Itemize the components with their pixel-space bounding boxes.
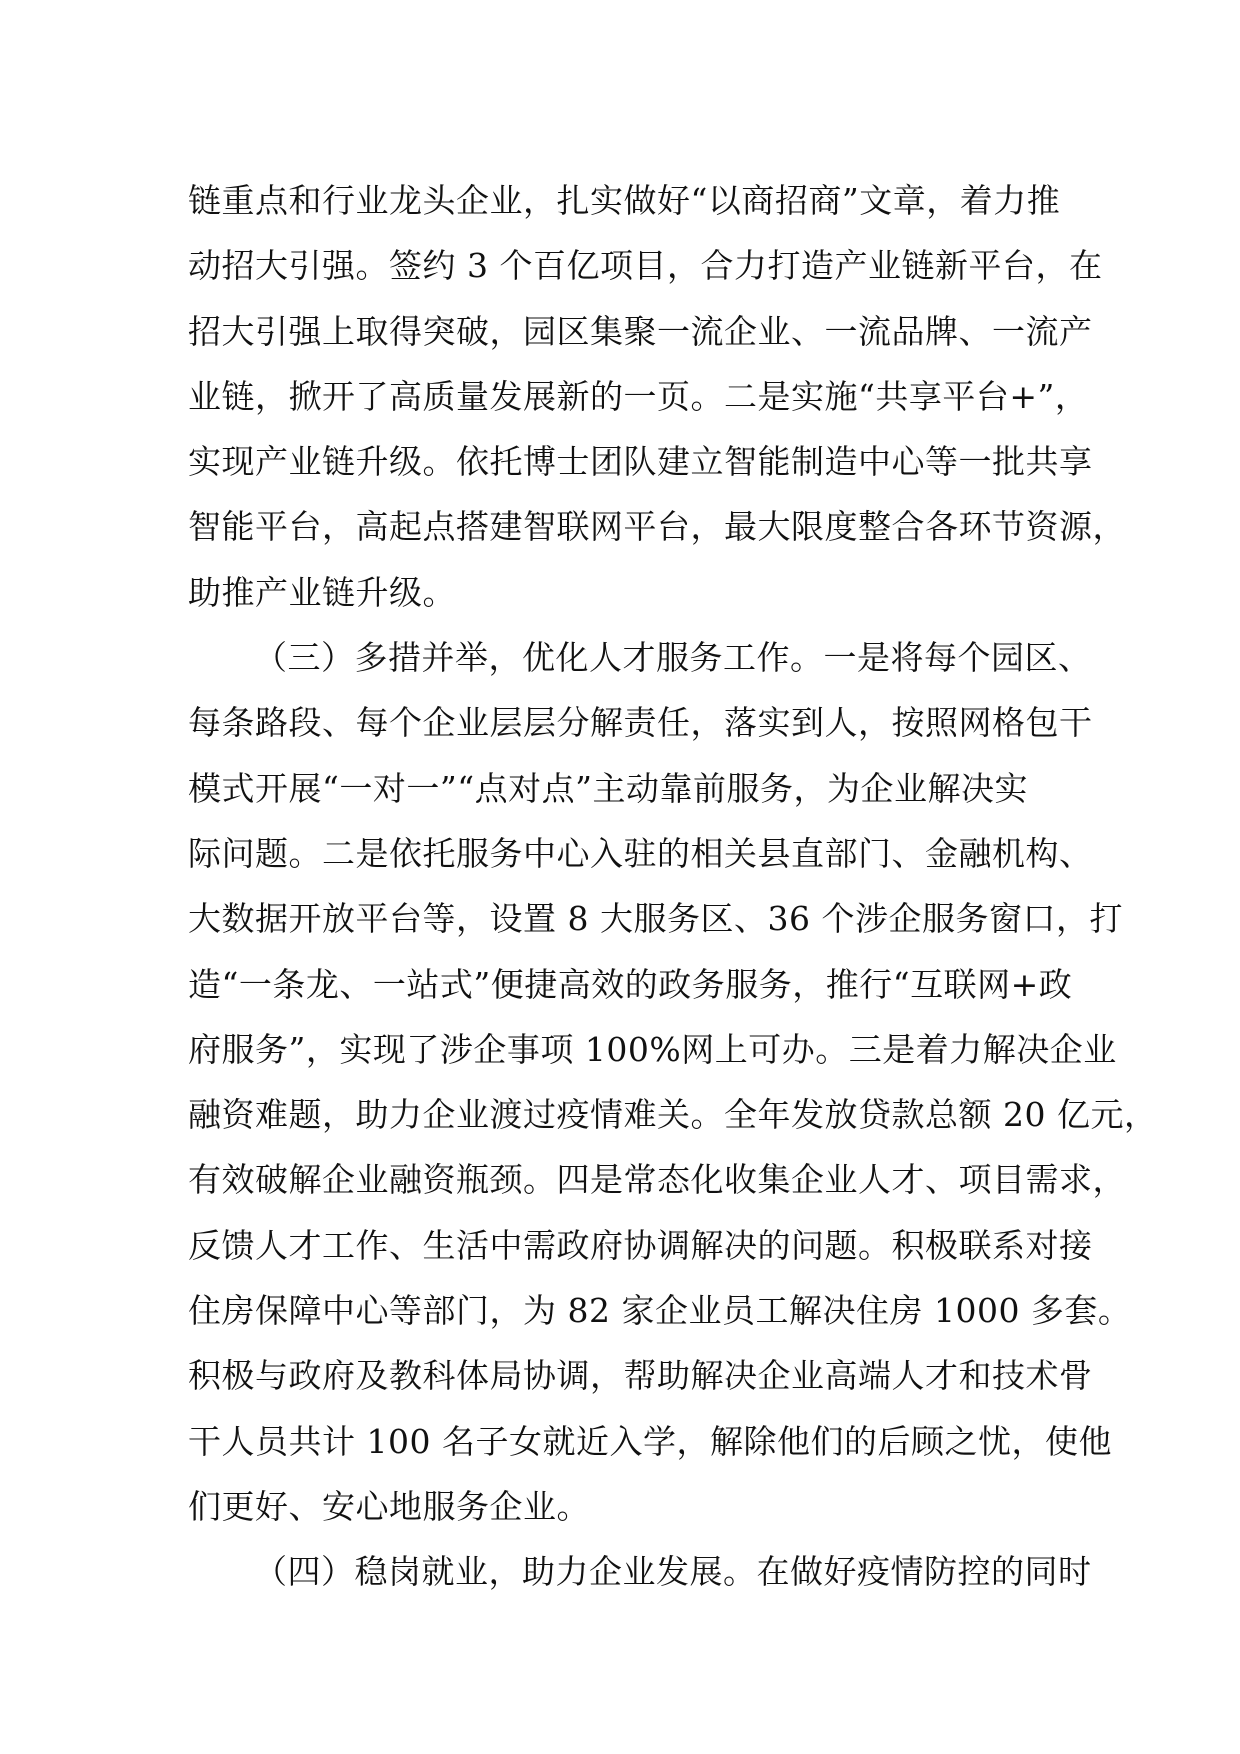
section-heading-line: （三）多措并举，优化人才服务工作。一是将每个园区、 (254, 638, 1092, 678)
text-line: 府服务”，实现了涉企事项 100%网上可办。三是着力解决企业 (188, 1029, 1117, 1069)
text-line: 智能平台，高起点搭建智联网平台，最大限度整合各环节资源， (188, 507, 1126, 547)
text-line: 助推产业链升级。 (188, 572, 456, 612)
body-text (188, 168, 1158, 1605)
text-line: 们更好、安心地服务企业。 (188, 1486, 590, 1526)
text-line: 每条路段、每个企业层层分解责任，落实到人，按照网格包干 (188, 703, 1093, 743)
text-line: 造“一条龙、一站式”便捷高效的政务服务，推行“互联网+政 (188, 964, 1073, 1004)
text-line: 积极与政府及教科体局协调，帮助解决企业高端人才和技术骨 (188, 1356, 1093, 1396)
text-line: 反馈人才工作、生活中需政府协调解决的问题。积极联系对接 (188, 1225, 1093, 1265)
text-line: 干人员共计 100 名子女就近入学，解除他们的后顾之忧，使他 (188, 1421, 1112, 1461)
text-line: 业链，掀开了高质量发展新的一页。二是实施“共享平台+”， (188, 376, 1089, 416)
text-line: 动招大引强。签约 3 个百亿项目，合力打造产业链新平台，在 (188, 246, 1103, 286)
section-heading-line: （四）稳岗就业，助力企业发展。在做好疫情防控的同时 (254, 1552, 1092, 1592)
text-line: 际问题。二是依托服务中心入驻的相关县直部门、金融机构、 (188, 833, 1093, 873)
text-line: 招大引强上取得突破，园区集聚一流企业、一流品牌、一流产 (188, 311, 1093, 351)
text-line: 实现产业链升级。依托博士团队建立智能制造中心等一批共享 (188, 442, 1093, 482)
text-line: 大数据开放平台等，设置 8 大服务区、36 个涉企服务窗口，打 (188, 899, 1123, 939)
text-line: 融资难题，助力企业渡过疫情难关。全年发放贷款总额 20 亿元， (188, 1095, 1158, 1135)
text-line: 链重点和行业龙头企业，扎实做好“以商招商”文章，着力推 (188, 181, 1061, 220)
text-line: 有效破解企业融资瓶颈。四是常态化收集企业人才、项目需求， (188, 1160, 1126, 1200)
text-line: 住房保障中心等部门，为 82 家企业员工解决住房 1000 多套。 (188, 1291, 1132, 1331)
text-line: 模式开展“一对一”“点对点”主动靠前服务，为企业解决实 (188, 768, 1028, 808)
